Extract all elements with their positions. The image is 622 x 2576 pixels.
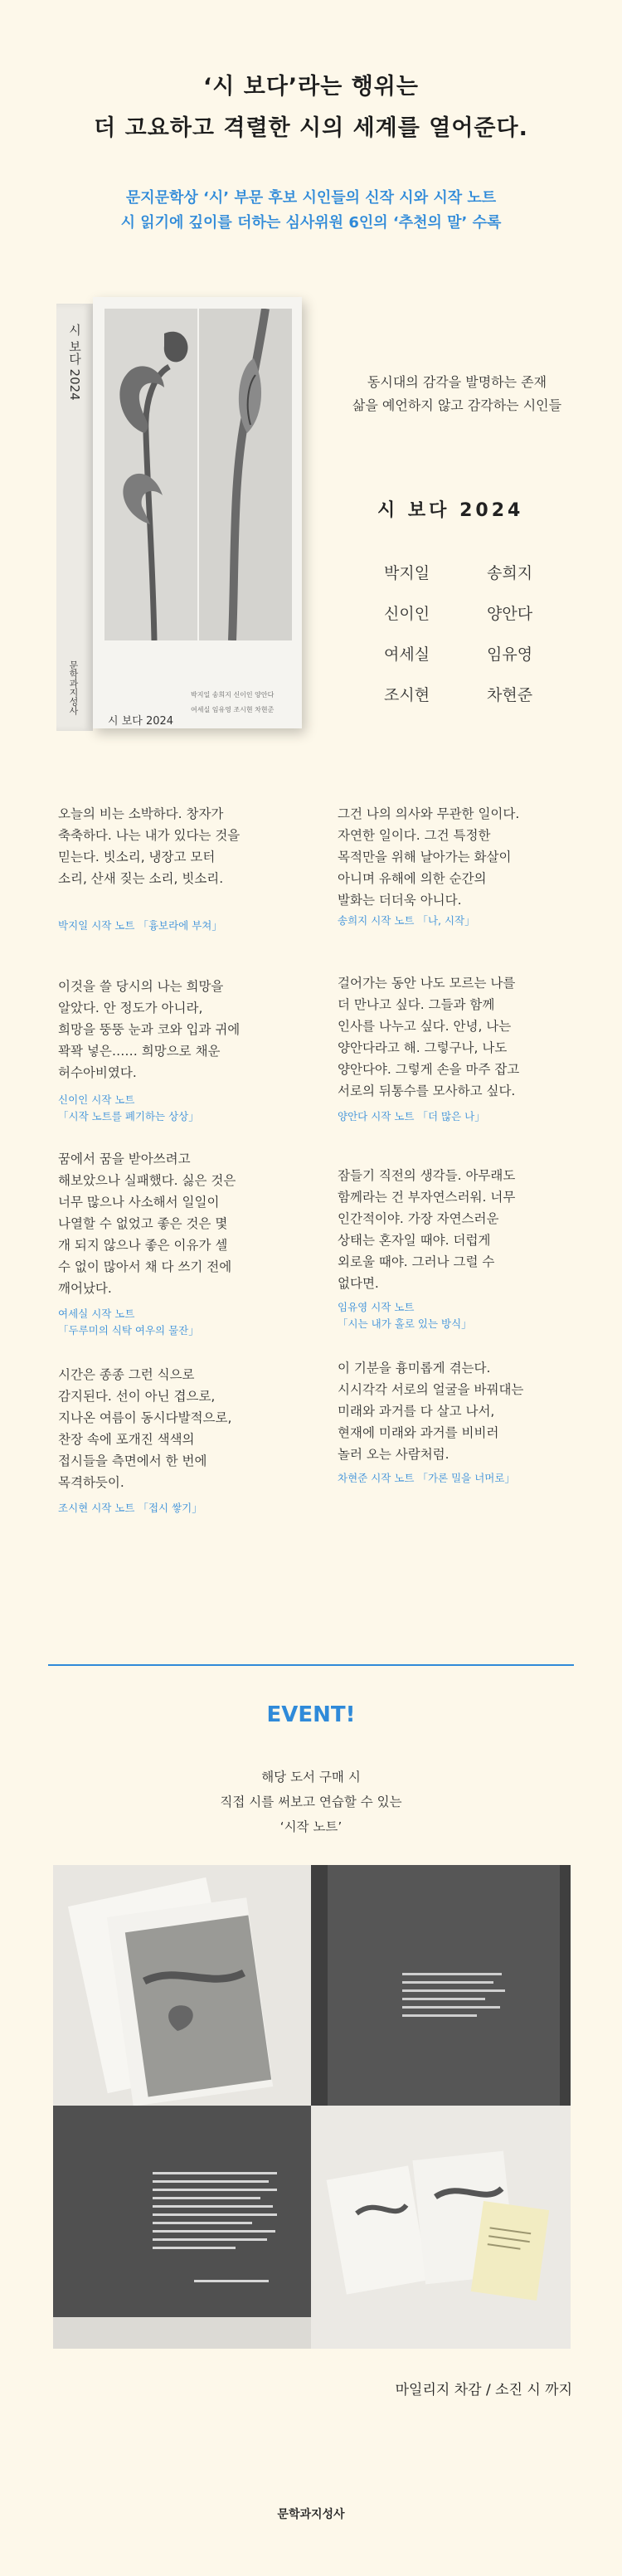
event-footnote: 마일리지 차감 / 소진 시 까지 <box>395 2382 572 2398</box>
quote-text: 이 기분을 흉미롭게 겪는다. 시시각각 서로의 얼굴을 바꿔대는 미래와 과거를 다 살고 나서, 현재에 미래와 과거를 비비러 놀러 오는 사람처럼. <box>338 1361 524 1462</box>
cover-title: 시 보다 2024 <box>108 715 174 728</box>
spine-title: 시 보다 2024 <box>67 324 82 401</box>
poet-name: 임유영 <box>487 645 533 664</box>
section-divider <box>48 1664 574 1666</box>
quote-source: 신이인 시작 노트 「시작 노트를 폐기하는 상상」 <box>58 1093 199 1122</box>
quote-source: 박지일 시작 노트 「흉보라에 부쳐」 <box>58 919 222 932</box>
notebook-photo-page <box>311 1865 571 2106</box>
quote-source: 차현준 시작 노트 「가론 밀을 너머로」 <box>338 1472 515 1484</box>
poet-name: 양안다 <box>487 605 533 623</box>
poet-name: 박지일 <box>384 564 430 582</box>
book-front-cover <box>93 297 302 728</box>
intro-line-2: 삶을 예언하지 않고 감각하는 시인들 <box>352 397 562 413</box>
notebook-photo-set <box>311 2106 571 2349</box>
quote-text: 이것을 쓸 당시의 나는 희망을 알았다. 안 정도가 아니라, 희망을 뚱뚱 눈과 코와 입과 귀에 꽉꽉 넣은…… 희망으로 채운 허수아비였다. <box>58 979 241 1080</box>
book-cover-image <box>56 287 302 735</box>
event-line-1: 해당 도서 구매 시 <box>261 1770 361 1785</box>
notebook-photo-text <box>53 2106 311 2349</box>
headline-line-2: 더 고요하고 격렬한 시의 세계를 열어준다. <box>94 115 528 141</box>
poet-name: 여세실 <box>384 645 430 664</box>
book-spine <box>56 304 93 731</box>
quote-text: 시간은 종종 그런 식으로 감지된다. 선이 아닌 겹으로, 지나온 여름이 동시다발적으로, 찬장 속에 포개진 색색의 접시들을 측면에서 한 번에 목격하듯이. <box>58 1367 232 1490</box>
poet-name: 신이인 <box>384 605 430 623</box>
cover-photo-right <box>199 309 292 640</box>
notebook-photo-stack <box>53 1865 311 2106</box>
quote-text: 걸어가는 동안 나도 모르는 나를 더 만나고 싶다. 그들과 함께 인사를 나누고 싶다. 안녕, 나는 양안다라고 해. 그렇구나, 나도 양안다야. 그렇게 손을 마주 잡고 서로의 뒤통수를 모사하고 싶다. <box>338 976 520 1098</box>
subheadline-line-1: 문지문학상 ‘시’ 부문 후보 시인들의 신작 시와 시작 노트 <box>125 189 497 207</box>
quote-text: 그건 나의 의사와 무관한 일이다. 자연한 일이다. 그건 특정한 목적만을 위해 날아가는 화살이 아니며 유해에 의한 순간의 발화는 더더욱 아니다. <box>338 806 520 908</box>
poet-name: 차현준 <box>487 686 533 704</box>
quote-source: 양안다 시작 노트 「더 많은 나」 <box>338 1110 485 1122</box>
cover-photo-left <box>104 309 197 640</box>
event-title: EVENT! <box>266 1702 356 1727</box>
quote-text: 오늘의 비는 소박하다. 창자가 축축하다. 나는 내가 있다는 것을 믿는다. 빗소리, 냉장고 모터 소리, 산새 짖는 소리, 빗소리. <box>58 806 241 886</box>
intro-line-1: 동시대의 감각을 발명하는 존재 <box>367 374 547 390</box>
quote-source: 여세실 시작 노트 「두루미의 식탁 여우의 물잔」 <box>58 1307 199 1337</box>
poet-name: 송희지 <box>487 564 533 582</box>
quote-source: 조시현 시작 노트 「접시 쌓기」 <box>58 1502 202 1514</box>
subheadline-line-2: 시 읽기에 깊이를 더하는 심사위원 6인의 ‘추천의 말’ 수록 <box>120 214 502 231</box>
spine-publisher: 문학과지성사 <box>68 660 79 715</box>
quote-text: 잠들기 직전의 생각들. 아무래도 함께라는 건 부자연스러워. 너무 인간적이야. 가장 자연스러운 상태는 혼자일 때야. 더럽게 외로울 때야. 그러나 그럴 수 없다면. <box>338 1168 516 1291</box>
headline-line-1: ‘시 보다’라는 행위는 <box>203 74 419 100</box>
event-line-3: ‘시작 노트’ <box>279 1819 343 1834</box>
poet-name: 조시현 <box>384 686 430 704</box>
cover-names-row-2: 여세실 임유영 조시현 차현준 <box>191 706 275 713</box>
quote-text: 꿈에서 꿈을 받아쓰려고 해보았으나 실패했다. 싫은 것은 너무 많으나 사소해서 일일이 나열할 수 없었고 좋은 것은 몇 개 되지 않으나 좋은 이유가 셀 수 없이 많아서 채 다 쓰기 전에 깨어났다. <box>58 1152 236 1296</box>
cover-names-row-1: 박지일 송희지 신이인 양안다 <box>191 691 275 699</box>
event-line-2: 직접 시를 써보고 연습할 수 있는 <box>220 1794 402 1809</box>
publisher-logo: 문학과지성사 <box>277 2508 345 2521</box>
quote-source: 송희지 시작 노트 「나, 시작」 <box>338 914 475 927</box>
book-title: 시 보다 2024 <box>377 500 524 521</box>
quote-source: 임유영 시작 노트 「시는 내가 홀로 있는 방식」 <box>338 1301 472 1330</box>
